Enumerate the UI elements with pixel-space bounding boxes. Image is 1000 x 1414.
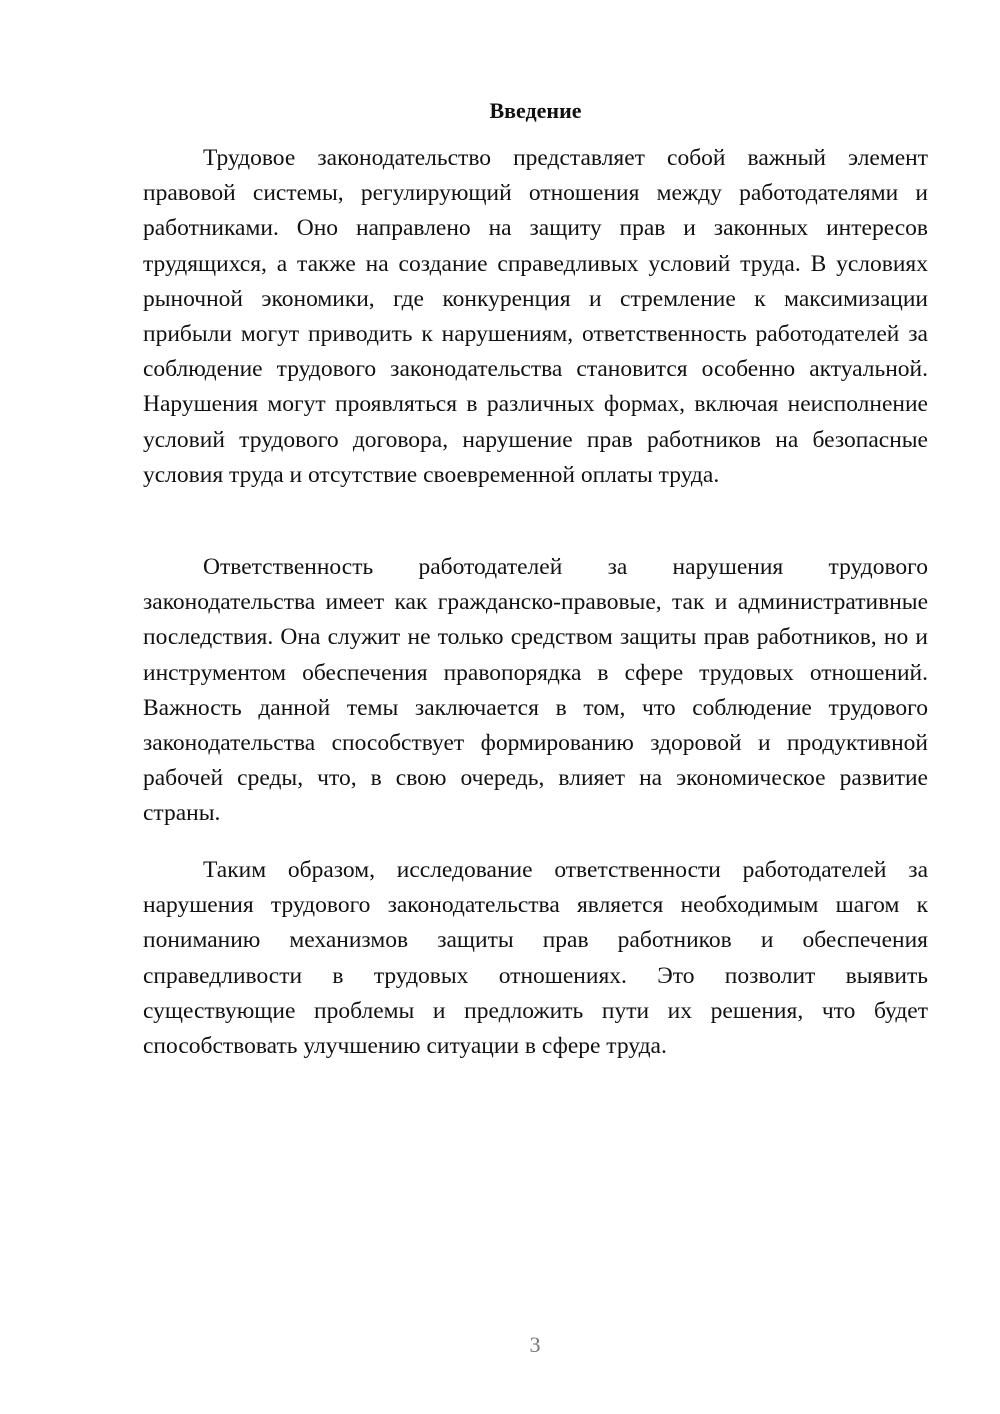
- paragraph-1: Трудовое законодательство представляет собой важный элемент правовой системы, регулирующий отношения между работодателями и работниками. Оно направлено на защиту прав и законных интересов трудящихся, а также на создание справедливых условий труда. В условиях рыночной экономики, где конкуренция и стремление к максимизации прибыли могут приводить к нарушениям, ответственность работодателей за соблюдение трудового законодательства становится особенно актуальной. Нарушения могут проявляться в различных формах, включая неисполнение условий трудового договора, нарушение прав работников на безопасные условия труда и отсутствие своевременной оплаты труда.: [143, 145, 928, 488]
- page-number: 3: [529, 1332, 541, 1357]
- paragraph-2: Ответственность работодателей за нарушения трудового законодательства имеет как гражданско-правовые, так и административные последствия. Она служит не только средством защиты прав работников, но и инструментом обеспечения правопорядка в сфере трудовых отношений. Важность данной темы заключается в том, что соблюдение трудового законодательства способствует формированию здоровой и продуктивной рабочей среды, что, в свою очередь, влияет на экономическое развитие страны.: [143, 554, 928, 827]
- section-heading: Введение: [489, 98, 582, 123]
- paragraph-3: Таким образом, исследование ответственности работодателей за нарушения трудового законодательства является необходимым шагом к пониманию механизмов защиты прав работников и обеспечения справедливости в трудовых отношениях. Это позволит выявить существующие проблемы и предложить пути их решения, что будет способствовать улучшению ситуации в сфере труда.: [143, 857, 928, 1060]
